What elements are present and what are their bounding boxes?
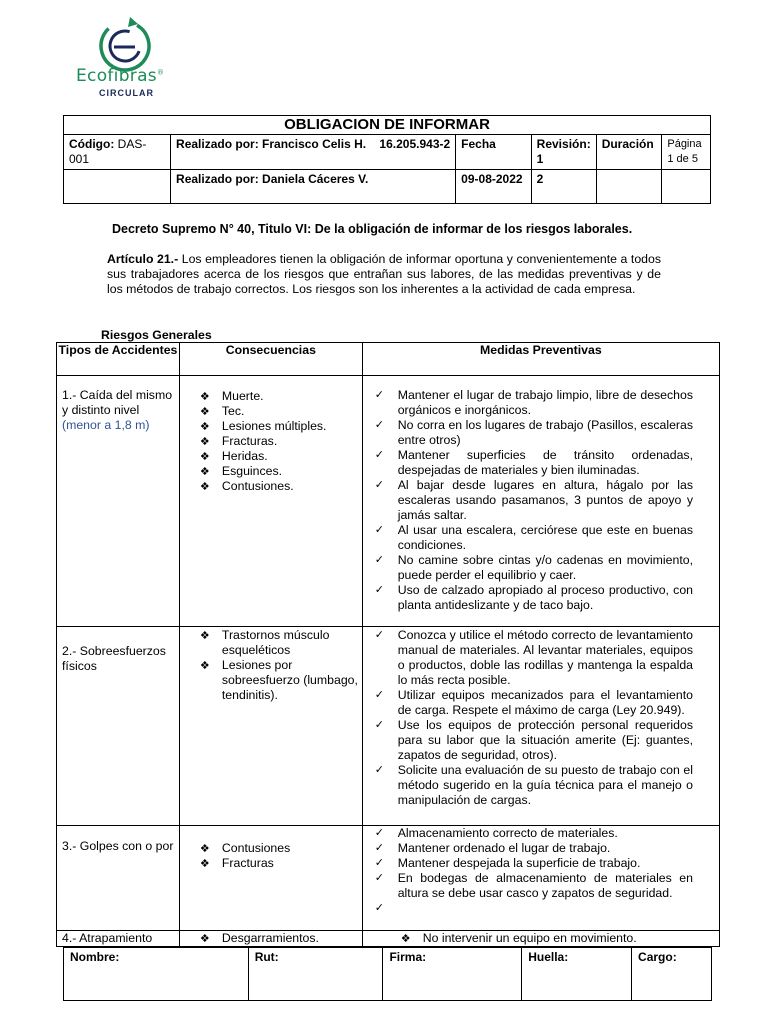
- list-item: ❖ Fracturas: [199, 856, 274, 870]
- duracion-label: Duración: [596, 135, 662, 170]
- decree-heading: Decreto Supremo N° 40, Titulo VI: De la obligación de informar de los riesgos laborales.: [112, 222, 633, 236]
- list-item: ❖ Muerte.: [199, 389, 264, 403]
- list-item: ✓ Mantener ordenado el lugar de trabajo.: [374, 841, 611, 855]
- list-item: ❖ Fracturas.: [199, 434, 278, 448]
- consequences-cell: [179, 376, 362, 627]
- fecha-label: Fecha: [456, 135, 532, 170]
- measures-cell: [362, 627, 719, 826]
- empty-cell: [596, 170, 662, 204]
- list-item: ❖ Lesiones por sobreesfuerzo (lumbago, tendinitis).: [199, 658, 358, 702]
- list-item: ❖ Desgarramientos.: [199, 931, 319, 945]
- list-item: ❖ Lesiones múltiples.: [199, 419, 327, 433]
- measures-cell: [362, 376, 719, 627]
- revision-cell: Revisión: 1: [531, 135, 596, 170]
- nombre-field[interactable]: Nombre:: [64, 948, 249, 1001]
- accident-type: 1.- Caída del mismo y distinto nivel (menor a 1,8 m): [57, 376, 180, 627]
- consequences-cell: [179, 627, 362, 826]
- realizado-por-2: Realizado por: Daniela Cáceres V.: [171, 170, 456, 204]
- list-item: ✓ Use los equipos de protección personal requeridos para su labor que la situación amerite (Ej: guantes, zapatos de seguridad, otros).: [374, 718, 693, 762]
- section-title: Riesgos Generales: [101, 328, 212, 342]
- accident-type: 2.- Sobreesfuerzos físicos: [57, 627, 180, 826]
- list-item: ✓ Mantener superficies de tránsito ordenadas, despejadas de materiales y bien iluminadas.: [374, 448, 693, 477]
- document-header-table: [63, 115, 711, 204]
- signature-table: [63, 947, 712, 1001]
- table-row: [57, 931, 720, 947]
- list-item: ✓ Uso de calzado apropiado al proceso productivo, con planta antideslizante y de taco bajo.: [374, 583, 693, 612]
- list-item: ❖ No intervenir un equipo en movimiento.: [400, 931, 637, 945]
- huella-field[interactable]: Huella:: [522, 948, 632, 1001]
- list-item: ✓ Al bajar desde lugares en altura, hágalo por las escaleras usando pasamanos, 3 puntos de apoyo y jamás saltar.: [374, 478, 693, 522]
- list-item: ✓ En bodegas de almacenamiento de materiales en altura se debe usar casco y zapatos de seguridad.: [374, 871, 693, 900]
- rut-field[interactable]: Rut:: [248, 948, 383, 1001]
- cargo-field[interactable]: Cargo:: [632, 948, 712, 1001]
- list-item: ✓ Al usar una escalera, cerciórese que este en buenas condiciones.: [374, 523, 693, 552]
- accident-type: 4.- Atrapamiento: [57, 931, 180, 947]
- firma-field[interactable]: Firma:: [383, 948, 522, 1001]
- list-item: ✓ Conozca y utilice el método correcto de levantamiento manual de materiales. Al levantar materiales, equipos o productos, doble las rodillas y mantenga la espalda lo más recta posible.: [374, 628, 694, 687]
- article-paragraph: Artículo 21.- Los empleadores tienen la obligación de informar oportuna y convenientemente a todos sus trabajadores acerca de los riesgos que entrañan sus labores, de las medidas preventivas y de los métodos de trabajo correctos. Los riesgos son los inherentes a la actividad de cada empresa.: [107, 252, 662, 296]
- consequences-cell: [179, 826, 362, 931]
- list-item: ✓ Mantener el lugar de trabajo limpio, libre de desechos orgánicos e inorgánicos.: [374, 388, 693, 417]
- list-item: ✓ No camine sobre cintas y/o cadenas en movimiento, puede perder el equilibrio y caer.: [374, 553, 693, 582]
- list-item: ❖ Contusiones: [199, 841, 291, 855]
- measures-cell: ✓ Almacenamiento correcto de materiales. ✓ Mantener ordenado el lugar de trabajo. ✓ Mantener despejada la superficie de trabajo. ✓ En bodegas de almacenamiento de materiales en altura se debe usar casco y zapatos de seguridad. ✓: [362, 826, 719, 931]
- col-header-consecuencias: Consecuencias: [179, 343, 362, 376]
- col-header-tipos: Tipos de Accidentes: [57, 343, 180, 376]
- list-item: ❖ Esguinces.: [199, 464, 283, 478]
- measures-cell: [362, 931, 719, 947]
- list-item: ❖ Tec.: [199, 404, 245, 418]
- fecha-value: 09-08-2022: [456, 170, 532, 204]
- empty-cell: [64, 170, 171, 204]
- list-item: ✓ No corra en los lugares de trabajo (Pasillos, escaleras entre otros): [374, 418, 693, 447]
- list-item: ✓ Almacenamiento correcto de materiales.: [374, 826, 618, 840]
- pagina-cell: Página 1 de 5: [662, 135, 711, 170]
- table-row: [57, 376, 720, 627]
- document-title: OBLIGACION DE INFORMAR: [64, 116, 711, 135]
- col-header-medidas: Medidas Preventivas: [362, 343, 719, 376]
- risk-table: [56, 342, 720, 947]
- list-item: ✓ Utilizar equipos mecanizados para el levantamiento de carga. Respete el máximo de carga (Ley 20.949).: [374, 688, 693, 717]
- realizado-por-1: Realizado por: Francisco Celis H. 16.205.943-2: [171, 135, 456, 170]
- list-item: ✓ Solicite una evaluación de su puesto de trabajo con el método sugerido en la guía técnica para el manejo o manipulación de cargas.: [374, 763, 693, 807]
- table-row: [57, 627, 720, 826]
- list-item: ❖ Heridas.: [199, 449, 268, 463]
- revision-value: 2: [531, 170, 596, 204]
- codigo-cell: Código: DAS-001: [64, 135, 171, 170]
- logo-subtitle: CIRCULAR: [99, 88, 154, 98]
- list-item: ❖ Trastornos músculo esqueléticos: [199, 628, 330, 657]
- accident-type: 3.- Golpes con o por: [57, 826, 180, 931]
- list-item: ✓ Mantener despejada la superficie de trabajo.: [374, 856, 641, 870]
- empty-cell: [662, 170, 711, 204]
- consequences-cell: [179, 931, 362, 947]
- table-row: [57, 826, 720, 931]
- logo-wordmark: Ecofibras®: [76, 66, 165, 86]
- list-item: ❖ Contusiones.: [199, 479, 294, 493]
